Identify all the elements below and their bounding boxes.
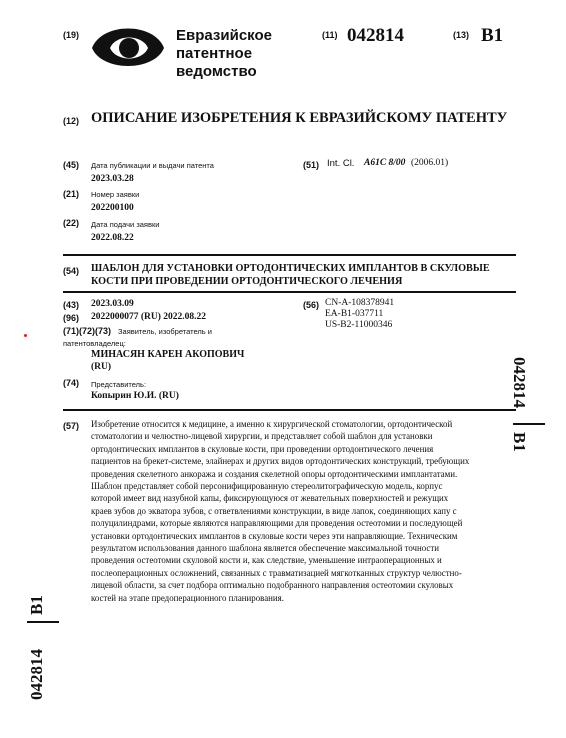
cited-document: US-B2-11000346: [325, 320, 393, 330]
inid-code-54: (54): [63, 266, 80, 276]
patent-number: 042814: [347, 25, 404, 46]
margin-mark: [24, 334, 27, 337]
representative-name: Копырин Ю.И. (RU): [91, 391, 179, 401]
inid-code-57: (57): [63, 421, 80, 431]
abstract-line: установки ортодонтических имплантов в скуловые кости через эти направляющие. Техническим: [91, 530, 458, 541]
int-cl-class: A61C 8/00: [364, 158, 406, 168]
side-patent-number-right: 042814: [510, 357, 529, 408]
abstract-line: ортодонтических имплантов в скуловые кости, при проведении ортодонтического лечения: [91, 443, 434, 454]
inid-code-13: (13): [453, 30, 470, 40]
document-kind: B1: [481, 25, 504, 46]
publication-date-label: Дата публикации и выдачи патента: [91, 161, 214, 170]
abstract-line: послеоперационных осложнений, связанных с травматизацией мягкотканных структур челюстно-: [91, 567, 462, 578]
representative-label: Представитель:: [91, 380, 147, 389]
application-number-label: Номер заявки: [91, 190, 140, 199]
inid-code-96: (96): [63, 313, 80, 323]
divider-abstract: [63, 409, 516, 411]
office-name-line3: ведомство: [176, 63, 257, 80]
int-cl-year: (2006.01): [411, 158, 449, 168]
office-name-line1: Евразийское: [176, 27, 272, 44]
inid-code-71-72-73: (71)(72)(73): [63, 326, 112, 336]
document-title: ОПИСАНИЕ ИЗОБРЕТЕНИЯ К ЕВРАЗИЙСКОМУ ПАТЕНТУ: [91, 110, 508, 126]
abstract-line: проведения скелетного анкоража и создания скелетной опоры ортодонтическими имплантатами.: [91, 468, 458, 479]
abstract-line: которой имеет вид назубной капы, фиксирующуюся от жевательных поверхностей и режущих: [91, 493, 449, 504]
abstract-line: Шаблон представляет собой персонифицированную стереолитографическую модель, корпус: [91, 481, 443, 492]
application-publication-date: 2023.03.09: [91, 299, 134, 309]
invention-title-line2: КОСТИ ПРИ ПРОВЕДЕНИИ ОРТОДОНТИЧЕСКОГО ЛЕЧЕНИЯ: [91, 276, 403, 287]
application-number-value: 202200100: [91, 203, 134, 213]
inid-code-11: (11): [322, 30, 338, 40]
divider-top: [63, 254, 516, 256]
side-number-left: [27, 649, 47, 700]
cited-document: EA-B1-037711: [325, 309, 384, 319]
regional-application: 2022000077 (RU) 2022.08.22: [91, 312, 207, 322]
abstract-line: Изобретение относится к медицине, а именно к хирургической стоматологии, ортодонтической: [91, 419, 453, 429]
invention-title: [91, 262, 490, 288]
publication-date-value: 2023.03.28: [91, 174, 134, 184]
inid-code-21: (21): [63, 189, 80, 199]
inid-code-19: (19): [63, 30, 80, 40]
invention-title-line1: ШАБЛОН ДЛЯ УСТАНОВКИ ОРТОДОНТИЧЕСКИХ ИМПЛАНТОВ В СКУЛОВЫЕ: [91, 263, 490, 274]
side-rule-left: [27, 621, 59, 623]
divider-invention: [63, 291, 516, 293]
inid-code-74: (74): [63, 378, 80, 388]
abstract-line: результатом использования данного шаблона является обеспечение максимальной точности: [91, 543, 439, 554]
inid-code-12: (12): [63, 116, 80, 126]
side-patent-number-left: 042814: [27, 649, 46, 700]
office-name-line2: патентное: [176, 45, 253, 62]
office-name: [176, 27, 272, 81]
abstract-line: костей на этапе предоперационного планирования.: [91, 592, 284, 603]
abstract-line: краев зубов до экватора зубов, с ответвлениями конструкции, в виде лапок, соединяющих капу с: [91, 505, 457, 516]
applicant-name: МИНАСЯН КАРЕН АКОПОВИЧ: [91, 349, 245, 360]
int-cl-label: Int. Cl.: [327, 158, 355, 169]
abstract-line: полуцилиндрами, которые являются направляющими для проведения остеотомии и последующей: [91, 518, 463, 529]
side-kind-right: B1: [510, 432, 529, 452]
inid-code-56: (56): [303, 300, 320, 310]
inid-code-22: (22): [63, 218, 80, 228]
inid-code-45: (45): [63, 160, 80, 170]
inid-code-43: (43): [63, 300, 80, 310]
applicant-country: (RU): [91, 362, 112, 372]
abstract-line: лицевой области, за счет подбора оптимально подобранного направления остеотомии скуловых: [91, 580, 454, 591]
inid-code-51: (51): [303, 160, 320, 170]
applicant-label-line2: патентовладелец:: [63, 339, 126, 348]
filing-date-value: 2022.08.22: [91, 233, 134, 243]
filing-date-label: Дата подачи заявки: [91, 220, 160, 229]
abstract-line: проведения остеотомии скуловой кости и, как следствие, уменьшение интраоперационных и: [91, 555, 442, 566]
applicant-label-line1: Заявитель, изобретатель и: [118, 327, 212, 336]
abstract-line: пациентов на брекет-системе, элайнерах и других видов ортодонтических конструкций, требующих: [91, 456, 470, 467]
cited-document: CN-A-108378941: [325, 298, 395, 308]
side-rule-right: [513, 423, 545, 425]
eapo-logo-icon: [88, 14, 168, 76]
side-number-right: [509, 357, 529, 408]
abstract-text: [91, 418, 516, 604]
side-kind-left: B1: [27, 595, 46, 615]
cited-documents: [325, 298, 394, 331]
abstract-line: стоматологии и челюстно-лицевой хирургии, и представляет собой шаблон для установки: [91, 431, 433, 442]
